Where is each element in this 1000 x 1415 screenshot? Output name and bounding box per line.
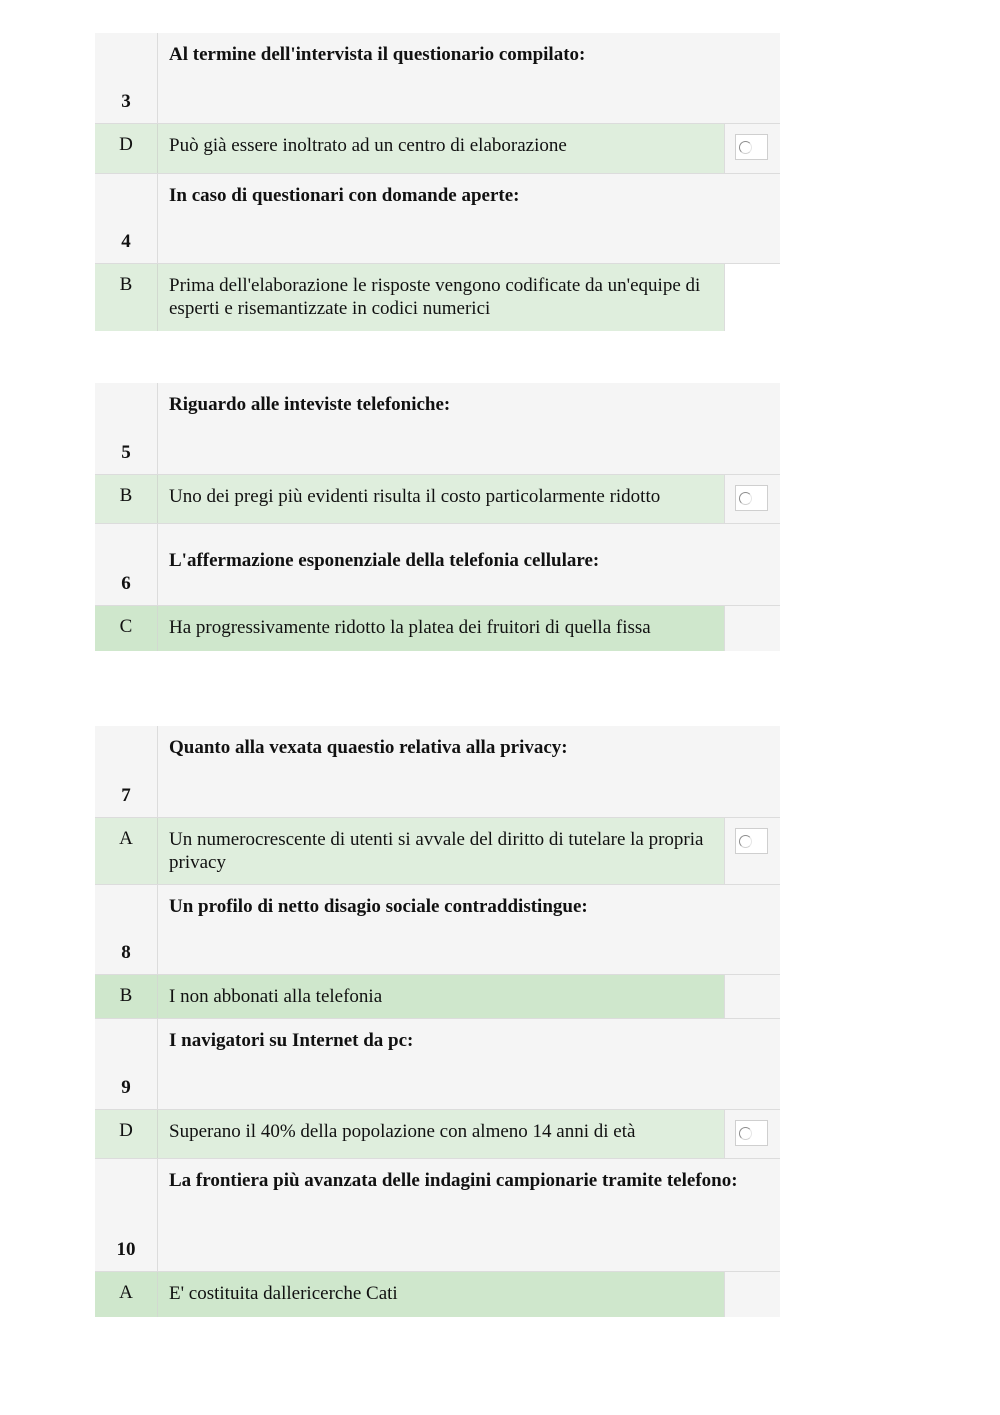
answer-text: Ha progressivamente ridotto la platea dei fruitori di quella fissa bbox=[158, 606, 724, 651]
question-row bbox=[95, 1019, 780, 1110]
answer-letter: A bbox=[95, 1272, 158, 1317]
question-number: 5 bbox=[95, 383, 158, 474]
question-number: 6 bbox=[95, 524, 158, 605]
answer-row bbox=[95, 606, 780, 651]
question-row bbox=[95, 1159, 780, 1272]
question-text: I navigatori su Internet da pc: bbox=[169, 1030, 414, 1051]
question-row bbox=[95, 885, 780, 975]
radio-button[interactable] bbox=[735, 1120, 768, 1146]
answer-text: Un numerocrescente di utenti si avvale del diritto di tutelare la propria privacy bbox=[158, 818, 724, 884]
question-number: 8 bbox=[95, 885, 158, 974]
answer-letter: D bbox=[95, 1110, 158, 1158]
question-number: 10 bbox=[95, 1159, 158, 1271]
answer-radio-cell bbox=[724, 1110, 780, 1158]
answer-row bbox=[95, 975, 780, 1019]
question-number: 7 bbox=[95, 726, 158, 817]
question-number: 9 bbox=[95, 1019, 158, 1109]
answer-letter: D bbox=[95, 124, 158, 173]
answer-text: E' costituita dallericerche Cati bbox=[158, 1272, 724, 1317]
question-row bbox=[95, 383, 780, 475]
question-row bbox=[95, 174, 780, 264]
answer-text: Uno dei pregi più evidenti risulta il costo particolarmente ridotto bbox=[158, 475, 724, 523]
answer-empty-cell bbox=[724, 606, 780, 651]
radio-circle-icon bbox=[739, 141, 752, 154]
radio-circle-icon bbox=[739, 835, 752, 848]
answer-letter: B bbox=[95, 264, 158, 331]
radio-button[interactable] bbox=[735, 485, 768, 511]
answer-row bbox=[95, 1272, 780, 1317]
answer-empty-cell bbox=[724, 1272, 780, 1317]
question-number: 4 bbox=[95, 174, 158, 263]
answer-text: Prima dell'elaborazione le risposte vengono codificate da un'equipe di esperti e risemantizzate in codici numerici bbox=[158, 264, 724, 331]
quiz-block-1 bbox=[95, 33, 780, 331]
question-number: 3 bbox=[95, 33, 158, 123]
question-row bbox=[95, 726, 780, 818]
answer-row bbox=[95, 124, 780, 174]
answer-row bbox=[95, 475, 780, 524]
radio-button[interactable] bbox=[735, 828, 768, 854]
question-row bbox=[95, 524, 780, 606]
radio-button[interactable] bbox=[735, 134, 768, 160]
answer-radio-cell bbox=[724, 818, 780, 884]
question-text: Al termine dell'intervista il questionario compilato: bbox=[169, 44, 586, 65]
answer-row bbox=[95, 818, 780, 885]
answer-text: Superano il 40% della popolazione con almeno 14 anni di età bbox=[158, 1110, 724, 1158]
question-row bbox=[95, 33, 780, 124]
quiz-block-3 bbox=[95, 726, 780, 1317]
radio-circle-icon bbox=[739, 1127, 752, 1140]
answer-letter: B bbox=[95, 475, 158, 523]
question-text: Riguardo alle inteviste telefoniche: bbox=[169, 394, 451, 415]
answer-letter: C bbox=[95, 606, 158, 651]
question-text: Quanto alla vexata quaestio relativa alla privacy: bbox=[169, 737, 568, 758]
answer-empty-cell bbox=[724, 975, 780, 1018]
answer-text: I non abbonati alla telefonia bbox=[158, 975, 724, 1018]
answer-letter: B bbox=[95, 975, 158, 1018]
question-text: La frontiera più avanzata delle indagini campionarie tramite telefono: bbox=[169, 1170, 738, 1191]
answer-letter: A bbox=[95, 818, 158, 884]
question-text: In caso di questionari con domande aperte: bbox=[169, 185, 520, 206]
answer-radio-cell bbox=[724, 124, 780, 173]
answer-row bbox=[95, 264, 780, 331]
quiz-block-2 bbox=[95, 383, 780, 651]
radio-circle-icon bbox=[739, 492, 752, 505]
answer-radio-cell bbox=[724, 475, 780, 523]
answer-row bbox=[95, 1110, 780, 1159]
answer-empty-cell bbox=[724, 264, 780, 331]
answer-text: Può già essere inoltrato ad un centro di elaborazione bbox=[158, 124, 724, 173]
question-text: L'affermazione esponenziale della telefonia cellulare: bbox=[169, 550, 600, 571]
question-text: Un profilo di netto disagio sociale contraddistingue: bbox=[169, 896, 588, 917]
